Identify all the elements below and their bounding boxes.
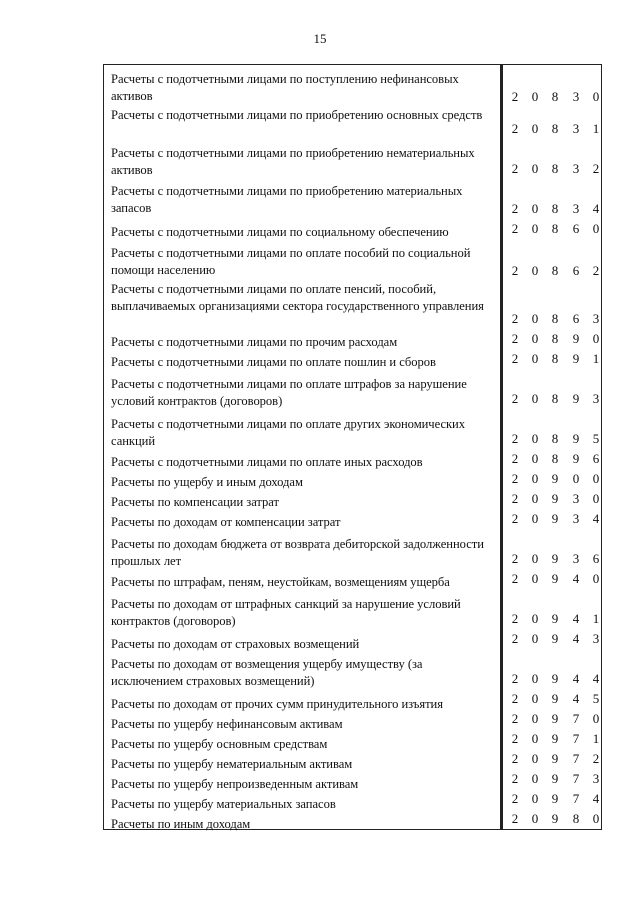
row-label: Расчеты с подотчетными лицами по прочим расходам	[111, 335, 398, 349]
row-code: 2 0 8 9 5	[511, 431, 600, 446]
row-label: Расчеты с подотчетными лицами по приобретению нематериальных активов	[111, 146, 475, 177]
row-label: Расчеты с подотчетными лицами по оплате других экономических санкций	[111, 417, 465, 448]
row-label: Расчеты по доходам бюджета от возврата дебиторской задолженности прошлых лет	[111, 537, 484, 568]
row-label: Расчеты по ущербу и иным доходам	[111, 475, 303, 489]
row-label: Расчеты с подотчетными лицами по оплате иных расходов	[111, 455, 423, 469]
row-label: Расчеты с подотчетными лицами по оплате штрафов за нарушение условий контрактов (договоров)	[111, 377, 467, 408]
row-label: Расчеты с подотчетными лицами по приобретению основных средств	[111, 108, 483, 122]
page-number: 15	[313, 31, 327, 46]
row-code: 2 0 8 6 3	[511, 311, 600, 326]
row-code: 2 0 8 3 1	[511, 121, 600, 136]
row-code: 2 0 9 3 6	[511, 551, 600, 566]
row-code: 2 0 8 9 1	[511, 351, 600, 366]
row-label: Расчеты по ущербу нефинансовым активам	[111, 717, 343, 731]
row-code: 2 0 9 4 4	[511, 671, 600, 686]
row-label: Расчеты с подотчетными лицами по поступлению нефинансовых активов	[111, 72, 459, 103]
row-code: 2 0 9 7 0	[511, 711, 600, 726]
row-code: 2 0 9 7 2	[511, 751, 600, 766]
row-code: 2 0 9 7 1	[511, 731, 600, 746]
row-code: 2 0 8 6 0	[511, 221, 600, 236]
row-code: 2 0 9 0 0	[511, 471, 600, 486]
row-label: Расчеты по ущербу непроизведенным активам	[111, 777, 359, 791]
accounts-table	[103, 64, 602, 830]
row-code: 2 0 8 3 4	[511, 201, 600, 216]
row-code: 2 0 9 4 1	[511, 611, 600, 626]
row-label: Расчеты с подотчетными лицами по социальному обеспечению	[111, 225, 449, 239]
row-label: Расчеты по компенсации затрат	[111, 495, 279, 509]
row-code: 2 0 8 9 6	[511, 451, 600, 466]
row-code: 2 0 9 4 3	[511, 631, 600, 646]
row-label: Расчеты по доходам от страховых возмещений	[111, 637, 360, 651]
row-code: 2 0 9 3 4	[511, 511, 600, 526]
row-label: Расчеты по доходам от компенсации затрат	[111, 515, 341, 529]
row-code: 2 0 9 4 0	[511, 571, 600, 586]
row-code: 2 0 8 9 0	[511, 331, 600, 346]
row-code: 2 0 8 3 0	[511, 89, 600, 104]
row-label: Расчеты с подотчетными лицами по оплате пособий по социальной помощи населению	[111, 246, 471, 277]
row-label: Расчеты по доходам от возмещения ущербу имуществу (за исключением страховых возмещений)	[111, 657, 423, 688]
row-code: 2 0 8 3 2	[511, 161, 600, 176]
row-label: Расчеты с подотчетными лицами по оплате пошлин и сборов	[111, 355, 436, 369]
row-label: Расчеты по иным доходам	[111, 817, 251, 831]
row-label: Расчеты по ущербу материальных запасов	[111, 797, 336, 811]
row-label: Расчеты по ущербу нематериальным активам	[111, 757, 353, 771]
row-code: 2 0 9 7 3	[511, 771, 600, 786]
row-label: Расчеты с подотчетными лицами по приобретению материальных запасов	[111, 184, 463, 215]
row-code: 2 0 9 7 4	[511, 791, 600, 806]
row-code: 2 0 9 3 0	[511, 491, 600, 506]
row-code: 2 0 9 4 5	[511, 691, 600, 706]
row-label: Расчеты по ущербу основным средствам	[111, 737, 328, 751]
row-code: 2 0 8 9 3	[511, 391, 600, 406]
row-code: 2 0 8 6 2	[511, 263, 600, 278]
row-label: Расчеты по доходам от прочих сумм принудительного изъятия	[111, 697, 443, 711]
row-code: 2 0 9 8 0	[511, 811, 600, 826]
row-label: Расчеты по штрафам, пеням, неустойкам, возмещениям ущерба	[111, 575, 450, 589]
row-label: Расчеты по доходам от штрафных санкций за нарушение условий контрактов (договоров)	[111, 597, 461, 628]
row-label: Расчеты с подотчетными лицами по оплате пенсий, пособий, выплачиваемых организациями сектора государственного управления	[111, 282, 484, 313]
